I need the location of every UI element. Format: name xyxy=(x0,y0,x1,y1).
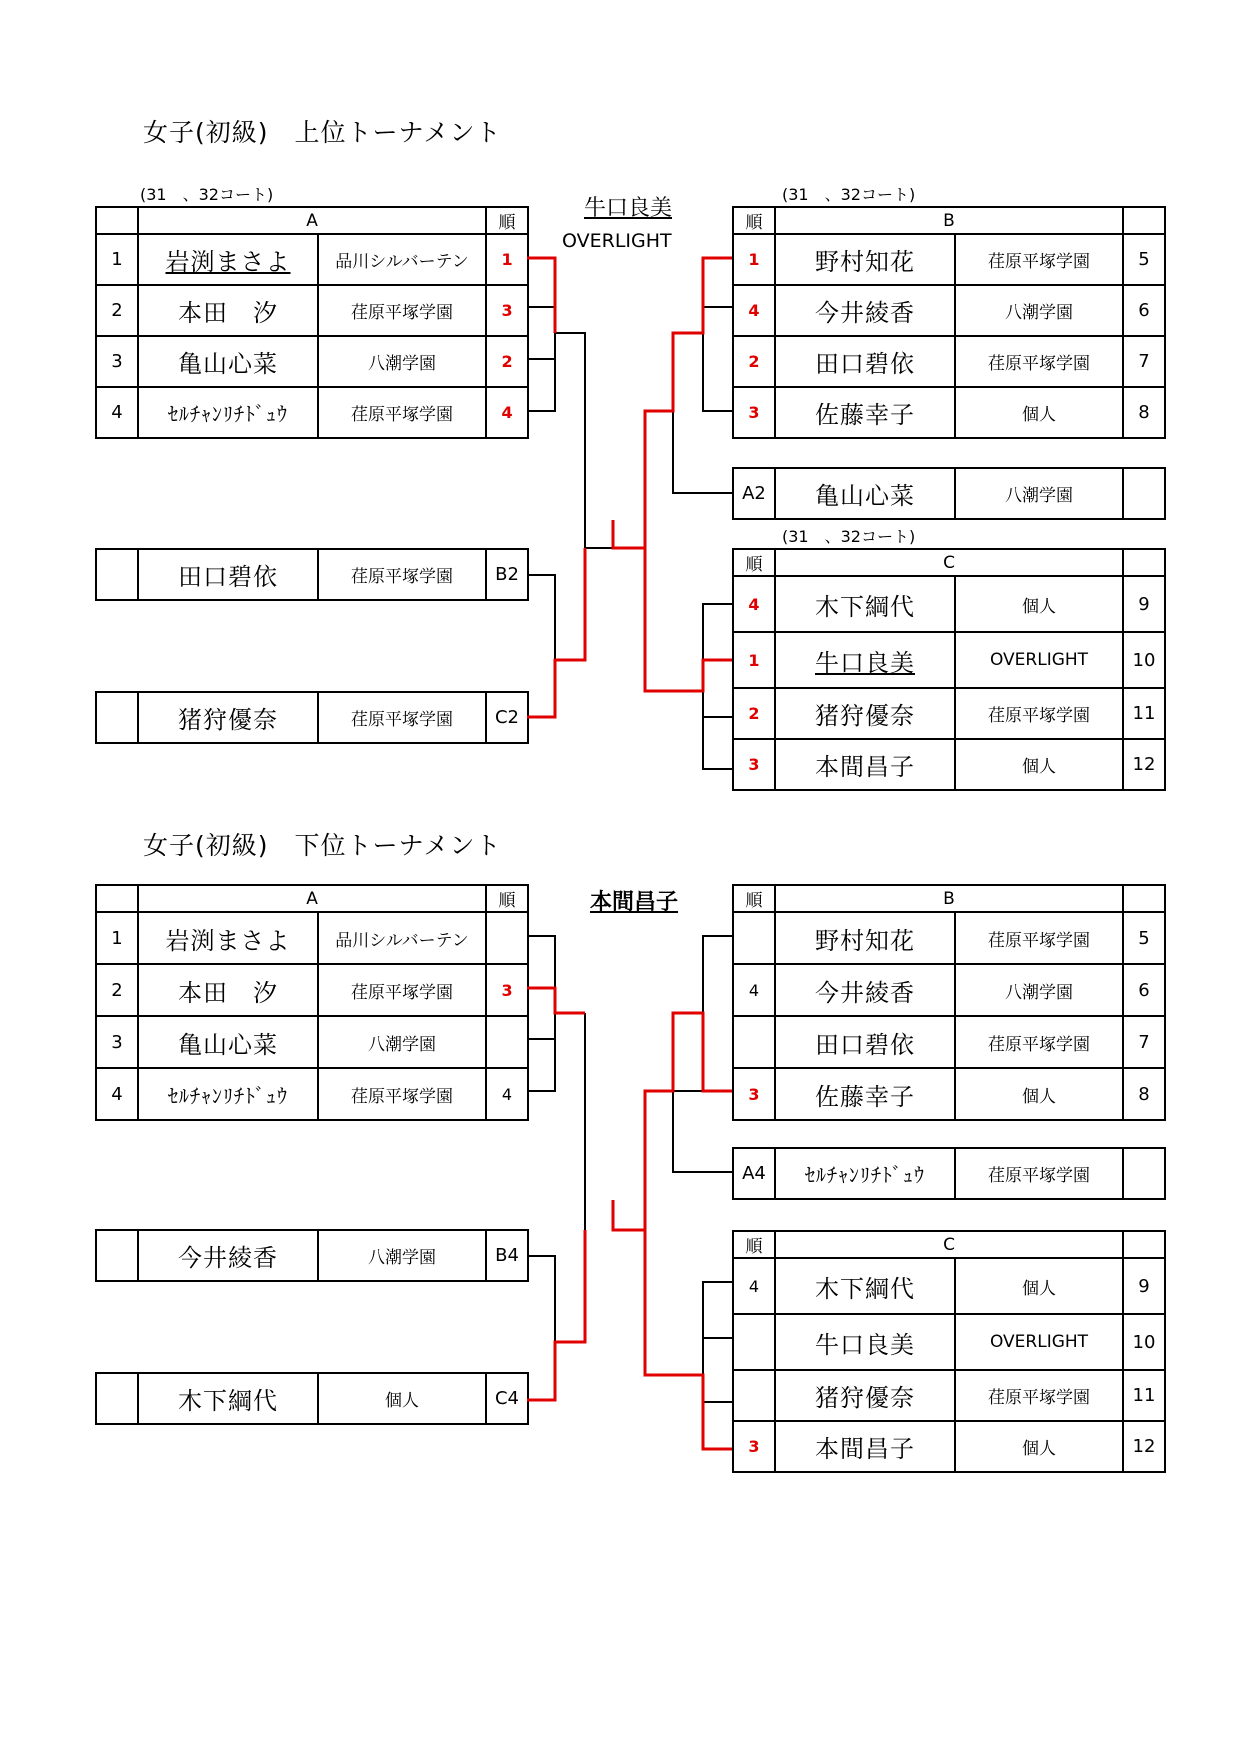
team-name: 個人 xyxy=(318,1373,486,1424)
player-name: ｾﾙﾁｬﾝﾘﾁﾄﾞｭｳ xyxy=(138,387,318,438)
player-name: 今井綾香 xyxy=(775,964,955,1016)
rank-cell: 3 xyxy=(733,739,775,790)
rank-cell: 3 xyxy=(486,964,528,1016)
team-name: 個人 xyxy=(955,1421,1123,1472)
entry-number: 12 xyxy=(1123,1421,1165,1472)
team-name: 荏原平塚学園 xyxy=(955,912,1123,964)
player-name: 猪狩優奈 xyxy=(775,688,955,739)
group-header: B xyxy=(775,207,1123,234)
rank-header: 順 xyxy=(733,1231,775,1258)
player-name: 佐藤幸子 xyxy=(775,1068,955,1120)
team-name: 荏原平塚学園 xyxy=(955,1370,1123,1421)
player-name: 野村知花 xyxy=(775,234,955,285)
entry-number: 11 xyxy=(1123,688,1165,739)
player-name: 木下綱代 xyxy=(775,1258,955,1314)
entry-number: 3 xyxy=(96,336,138,387)
upper-court-right: (31 、32コート) xyxy=(782,185,916,204)
upper-court-left: (31 、32コート) xyxy=(140,185,274,204)
entry-number: 5 xyxy=(1123,234,1165,285)
player-name: 本間昌子 xyxy=(775,1421,955,1472)
player-name: 本田 汐 xyxy=(138,285,318,336)
entry-number: 6 xyxy=(1123,285,1165,336)
rank-cell: 3 xyxy=(733,1068,775,1120)
player-name: 岩渕まさよ xyxy=(138,912,318,964)
seed-label: B4 xyxy=(486,1230,528,1281)
team-name: 荏原平塚学園 xyxy=(955,1016,1123,1068)
upper-winner-team: OVERLIGHT xyxy=(562,230,672,252)
team-name: 個人 xyxy=(955,387,1123,438)
player-name: 木下綱代 xyxy=(138,1373,318,1424)
entry-number: 6 xyxy=(1123,964,1165,1016)
entry-number: 5 xyxy=(1123,912,1165,964)
upper-title: 女子(初級) 上位トーナメント xyxy=(143,118,502,147)
group-header: C xyxy=(775,1231,1123,1258)
rank-cell: 4 xyxy=(486,1068,528,1120)
entry-number: 1 xyxy=(96,234,138,285)
rank-cell: 2 xyxy=(733,688,775,739)
entry-number: 4 xyxy=(96,387,138,438)
upper-black-lines xyxy=(527,307,732,769)
player-name: 猪狩優奈 xyxy=(775,1370,955,1421)
team-name: 個人 xyxy=(955,1258,1123,1314)
entry-number: 8 xyxy=(1123,1068,1165,1120)
team-name: 八潮学園 xyxy=(318,1016,486,1068)
team-name: 八潮学園 xyxy=(318,336,486,387)
entry-number: 2 xyxy=(96,285,138,336)
rank-cell: 4 xyxy=(733,964,775,1016)
seed-label: C4 xyxy=(486,1373,528,1424)
rank-header: 順 xyxy=(733,885,775,912)
team-name: 八潮学園 xyxy=(955,964,1123,1016)
rank-cell: 4 xyxy=(486,387,528,438)
player-name: 岩渕まさよ xyxy=(138,234,318,285)
player-name: 佐藤幸子 xyxy=(775,387,955,438)
player-name: 亀山心菜 xyxy=(138,1016,318,1068)
upper-court-c: (31 、32コート) xyxy=(782,527,916,546)
team-name: 荏原平塚学園 xyxy=(318,285,486,336)
rank-cell: 4 xyxy=(733,576,775,632)
entry-number: 7 xyxy=(1123,1016,1165,1068)
upper-winner-name: 牛口良美 xyxy=(584,196,673,221)
rank-cell: 3 xyxy=(486,285,528,336)
team-name: 荏原平塚学園 xyxy=(955,688,1123,739)
team-name: 荏原平塚学園 xyxy=(955,234,1123,285)
player-name: 猪狩優奈 xyxy=(138,692,318,743)
seed-label: A4 xyxy=(733,1148,775,1199)
rank-cell: 3 xyxy=(733,387,775,438)
seed-label: C2 xyxy=(486,692,528,743)
player-name: 牛口良美 xyxy=(775,632,955,688)
player-name: 亀山心菜 xyxy=(775,468,955,519)
lower-black-lines xyxy=(527,936,732,1402)
entry-number: 2 xyxy=(96,964,138,1016)
team-name: 荏原平塚学園 xyxy=(318,387,486,438)
seed-label: A2 xyxy=(733,468,775,519)
entry-number: 10 xyxy=(1123,1314,1165,1370)
rank-header: 順 xyxy=(733,207,775,234)
team-name: 個人 xyxy=(955,1068,1123,1120)
player-name: 田口碧依 xyxy=(775,1016,955,1068)
team-name: 品川シルバーテン xyxy=(318,912,486,964)
team-name: OVERLIGHT xyxy=(955,1314,1123,1370)
player-name: 今井綾香 xyxy=(138,1230,318,1281)
entry-number: 12 xyxy=(1123,739,1165,790)
entry-number: 7 xyxy=(1123,336,1165,387)
upper-red-lines xyxy=(527,258,732,717)
player-name: ｾﾙﾁｬﾝﾘﾁﾄﾞｭｳ xyxy=(775,1148,955,1199)
team-name: 荏原平塚学園 xyxy=(318,549,486,600)
entry-number: 3 xyxy=(96,1016,138,1068)
entry-number: 11 xyxy=(1123,1370,1165,1421)
player-name: 本田 汐 xyxy=(138,964,318,1016)
player-name: 牛口良美 xyxy=(775,1314,955,1370)
rank-cell: 1 xyxy=(486,234,528,285)
team-name: 荏原平塚学園 xyxy=(955,1148,1123,1199)
entry-number: 1 xyxy=(96,912,138,964)
rank-cell: 3 xyxy=(733,1421,775,1472)
rank-cell: 4 xyxy=(733,285,775,336)
player-name: 亀山心菜 xyxy=(138,336,318,387)
team-name: OVERLIGHT xyxy=(955,632,1123,688)
team-name: 八潮学園 xyxy=(318,1230,486,1281)
entry-number: 9 xyxy=(1123,576,1165,632)
player-name: 田口碧依 xyxy=(775,336,955,387)
player-name: 田口碧依 xyxy=(138,549,318,600)
player-name: 木下綱代 xyxy=(775,576,955,632)
rank-cell: 1 xyxy=(733,632,775,688)
player-name: ｾﾙﾁｬﾝﾘﾁﾄﾞｭｳ xyxy=(138,1068,318,1120)
group-header: B xyxy=(775,885,1123,912)
team-name: 品川シルバーテン xyxy=(318,234,486,285)
entry-number: 8 xyxy=(1123,387,1165,438)
seed-label: B2 xyxy=(486,549,528,600)
player-name: 野村知花 xyxy=(775,912,955,964)
rank-cell: 2 xyxy=(733,336,775,387)
team-name: 八潮学園 xyxy=(955,468,1123,519)
lower-red-lines xyxy=(527,988,732,1449)
team-name: 荏原平塚学園 xyxy=(318,1068,486,1120)
team-name: 荏原平塚学園 xyxy=(955,336,1123,387)
group-header: A xyxy=(138,885,486,912)
group-header: A xyxy=(138,207,486,234)
rank-header: 順 xyxy=(486,885,528,912)
entry-number: 10 xyxy=(1123,632,1165,688)
player-name: 今井綾香 xyxy=(775,285,955,336)
rank-cell: 1 xyxy=(733,234,775,285)
team-name: 荏原平塚学園 xyxy=(318,964,486,1016)
team-name: 個人 xyxy=(955,576,1123,632)
lower-winner-name: 本間昌子 xyxy=(590,890,679,915)
lower-title: 女子(初級) 下位トーナメント xyxy=(143,831,502,860)
group-header: C xyxy=(775,549,1123,576)
rank-cell: 4 xyxy=(733,1258,775,1314)
rank-header: 順 xyxy=(733,549,775,576)
rank-header: 順 xyxy=(486,207,528,234)
team-name: 個人 xyxy=(955,739,1123,790)
entry-number: 9 xyxy=(1123,1258,1165,1314)
entry-number: 4 xyxy=(96,1068,138,1120)
player-name: 本間昌子 xyxy=(775,739,955,790)
team-name: 荏原平塚学園 xyxy=(318,692,486,743)
rank-cell: 2 xyxy=(486,336,528,387)
team-name: 八潮学園 xyxy=(955,285,1123,336)
